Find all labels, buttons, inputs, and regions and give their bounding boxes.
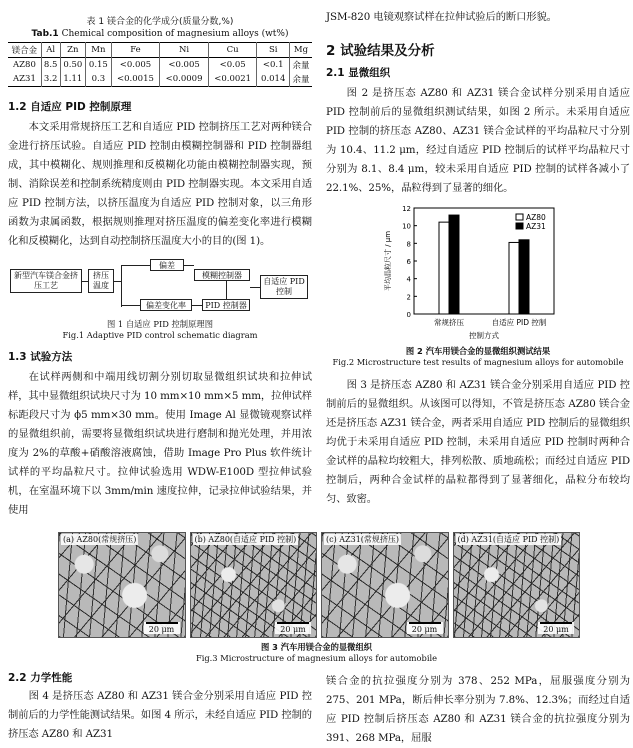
y-tick-label: 12	[402, 205, 411, 213]
node-extrude: 挤压温度	[88, 269, 114, 293]
right-column	[326, 0, 630, 509]
paragraph-2-2: 图 4 是挤压态 AZ80 和 AZ31 镁合金分别采用自适应 PID 控制前后的力学性能测试结果。如图 4 所示，未经自适应 PID 控制的挤压态 AZ80 和 AZ31	[8, 690, 312, 740]
panel-label: (c) AZ31(常规挤压)	[326, 535, 400, 544]
fig3-caption-cn: 图 3 汽车用镁合金的显微组织	[260, 642, 373, 652]
table-cell: <0.0021	[208, 72, 257, 87]
edge-line	[121, 265, 122, 307]
scale-bar	[275, 622, 311, 634]
scale-label: 20 μm	[148, 625, 175, 634]
table1-title-cn: 表 1 镁合金的化学成分(质量分数,%)	[86, 17, 234, 27]
x-tick-label: 常规挤压	[434, 318, 464, 327]
legend-swatch-az31	[516, 223, 523, 229]
table-header: Ni	[160, 43, 209, 58]
table-header: 镁合金	[11, 46, 38, 56]
table-header: Cu	[208, 43, 257, 58]
table-header: Fe	[111, 43, 160, 58]
paragraph-1-3: 在试样两侧和中端用线切割分别切取显微组织试块和拉伸试样，其中显微组织试块尺寸为 10 mm×10 mm×5 mm，拉伸试样标距段尺寸为 ϕ5 mm×30 mm。使用 Image Al 显微镜观察试样的显微组织前，需要将显微组织试块进行磨制和抛光处理，并用浓度为 2%的草酸+硝酸溶液腐蚀，借助 Image Pro Plus 软件统计试样的平均晶粒尺寸。拉伸试验选用 WDW-E100D 型拉伸试验机，在室温环境下以 3mm/min 速度拉伸，记录拉伸试验结果，并使用	[8, 371, 312, 516]
node-input: 新型汽车镁合金挤压工艺	[10, 269, 82, 293]
y-tick-label: 8	[406, 240, 411, 249]
node-pid: PID 控制器	[202, 299, 250, 311]
fig1-caption-en: Fig.1 Adaptive PID control schematic diagram	[62, 330, 258, 340]
edge-line	[250, 287, 260, 288]
bar-az80	[439, 222, 449, 314]
bar-az80	[509, 242, 519, 314]
table-cell: <0.005	[111, 58, 160, 73]
table-cell: 1.11	[60, 72, 86, 87]
node-deviation: 偏差	[150, 259, 184, 271]
table-header: Si	[257, 43, 290, 58]
right-column-bottom	[326, 672, 630, 748]
scale-label: 20 μm	[543, 625, 569, 634]
y-tick-label: 10	[402, 222, 411, 231]
x-tick-label: 自适应 PID 控制	[491, 318, 547, 327]
table-cell: <0.05	[208, 58, 257, 73]
micrograph-panel	[453, 532, 581, 638]
y-tick-label: 0	[406, 311, 411, 319]
edge-line	[121, 305, 140, 306]
y-axis-label: 平均晶粒尺寸 / μm	[384, 230, 392, 292]
paragraph-2-2-continued: 镁合金的抗拉强度分别为 378、252 MPa，屈服强度分别为 275、201 MPa，断后伸长率分别为 7.8%、12.3%；而经过自适应 PID 控制后挤压态 AZ80 和 AZ31 镁合金的抗拉强度分别为 391、268 MPa，屈服	[326, 675, 630, 744]
table-cell: 0.15	[86, 58, 112, 73]
micrograph-panel	[58, 532, 186, 638]
table1-title-en-text: Chemical composition of magnesium alloys (wt%)	[61, 29, 289, 39]
section-heading-2-1: 2.1 显微组织	[326, 67, 391, 79]
fig3-micrographs	[58, 532, 580, 638]
paragraph-2-1-b: 图 3 是挤压态 AZ80 和 AZ31 镁合金分别采用自适应 PID 控制前后的显微组织。从该图可以得知，不管是挤压态 AZ80 镁合金还是挤压态 AZ31 镁合金，两者采用自适应 PID 控制后的显微组织均优于未采用自适应 PID 控制，未采用自适应 PID 控制时两种合金试样的晶粒均较粗大，排列松散、质地疏松；而经过自适应 PID 控制后，两种合金试样的晶粒都得到了显著细化，晶粒分布较均匀、致密。	[326, 379, 630, 505]
table-cell: <0.1	[257, 58, 290, 73]
bar-az31	[519, 240, 529, 314]
table-row	[8, 58, 312, 73]
table-cell: 8.5	[41, 58, 60, 73]
panel-label: (b) AZ80(自适应 PID 控制)	[194, 535, 297, 544]
node-adaptive: 自适应 PID 控制	[260, 275, 308, 299]
edge-line	[192, 305, 202, 306]
fig2-caption-cn: 图 2 汽车用镁合金的显微组织测试结果	[405, 346, 551, 356]
scale-label: 20 μm	[280, 625, 306, 634]
paragraph-continued: JSM-820 电镜观察试样在拉伸试验后的断口形貌。	[326, 11, 557, 23]
y-tick-label: 4	[406, 275, 411, 284]
table-header: Zn	[60, 43, 86, 58]
composition-table	[8, 42, 312, 87]
scale-label: 20 μm	[411, 625, 438, 634]
grain-size-bar-chart	[378, 202, 578, 342]
table-header: Mn	[86, 43, 112, 58]
table-cell: <0.005	[160, 58, 209, 73]
table-cell: 余量	[289, 58, 312, 73]
table-cell: 3.2	[41, 72, 60, 87]
section-heading-1-3: 1.3 试验方法	[8, 351, 73, 363]
section-heading-1-2: 1.2 自适应 PID 控制原理	[8, 101, 132, 113]
table-header: Mg	[289, 43, 312, 58]
fig3-caption	[0, 642, 633, 664]
panel-label: (d) AZ31(自适应 PID 控制)	[457, 535, 560, 544]
scale-bar	[538, 622, 574, 634]
table1-label: Tab.1	[31, 29, 59, 39]
paragraph-2-1: 图 2 是挤压态 AZ80 和 AZ31 镁合金试样分别采用自适应 PID 控制前后的显微组织测试结果，如图 2 所示。未采用自适应 PID 控制的挤压态 AZ80、AZ31 镁合金试样的平均晶粒尺寸分别为 10.4、11.2 μm，经过自适应 PID 控制后的试样平均晶粒尺寸分别为 8.1、8.4 μm，较未采用自适应 PID 控制的试样各减小了 22.1%、25%，晶粒得到了显著的细化。	[326, 87, 630, 194]
fig2-caption-en: Fig.2 Microstructure test results of magnesium alloys for automobile	[332, 357, 624, 367]
table-cell: 0.014	[257, 72, 290, 87]
scale-bar	[407, 622, 443, 634]
table-header-row	[8, 43, 312, 58]
node-devrate: 偏差变化率	[140, 299, 192, 311]
y-tick-label: 2	[406, 293, 411, 302]
panel-label: (a) AZ80(常规挤压)	[63, 535, 137, 544]
table-cell: 0.3	[86, 72, 112, 87]
legend-swatch-az80	[516, 214, 523, 220]
table-cell: <0.0009	[160, 72, 209, 87]
table-cell: 余量	[289, 72, 312, 87]
edge-line	[226, 281, 227, 299]
table1-title-en	[8, 28, 312, 40]
table-cell: <0.0015	[111, 72, 160, 87]
fig1-caption-cn: 图 1 自适应 PID 控制原理图	[106, 319, 213, 329]
table-cell: AZ80	[13, 60, 36, 70]
edge-line	[184, 265, 194, 266]
fig2-chart	[378, 202, 578, 346]
table-row	[8, 72, 312, 87]
fig3-caption-en: Fig.3 Microstructure of magnesium alloys for automobile	[195, 653, 438, 663]
left-column	[8, 0, 312, 520]
y-tick-label: 6	[406, 258, 411, 266]
edge-line	[121, 265, 150, 266]
legend-label: AZ80	[526, 213, 546, 222]
section-heading-2: 2 试验结果及分析	[326, 43, 435, 59]
micrograph-panel	[321, 532, 449, 638]
micrograph-panel	[190, 532, 318, 638]
left-column-bottom	[8, 670, 312, 744]
bar-az31	[449, 215, 459, 314]
table-cell: AZ31	[13, 74, 36, 84]
table-header: Al	[41, 43, 60, 58]
x-axis-label: 控制方式	[469, 331, 499, 340]
legend-label: AZ31	[526, 222, 546, 231]
table-cell: 0.50	[60, 58, 86, 73]
scale-bar	[144, 622, 180, 634]
section-heading-2-2: 2.2 力学性能	[8, 672, 73, 684]
paragraph-1-2: 本文采用常规挤压工艺和自适应 PID 控制挤压工艺对两种镁合金进行挤压试验。自适应 PID 控制由模糊控制器和 PID 控制器组成，其中模糊化、规则推理和反模糊化功能由模糊控制器实现，预制、消除误差和控制系统精度则由 PID 控制器实现。本文采用自适应 PID 控制方法，以挤压温度为自适应 PID 控制对象，以三角形函数为隶属函数，根据规则推理对挤压温度的偏差变化率进行模糊化和反模糊化，达到自动控制挤压温度大小的目的(图 1)。	[8, 121, 312, 247]
fig1-flowchart	[8, 255, 312, 317]
node-fuzzy: 模糊控制器	[194, 269, 250, 281]
